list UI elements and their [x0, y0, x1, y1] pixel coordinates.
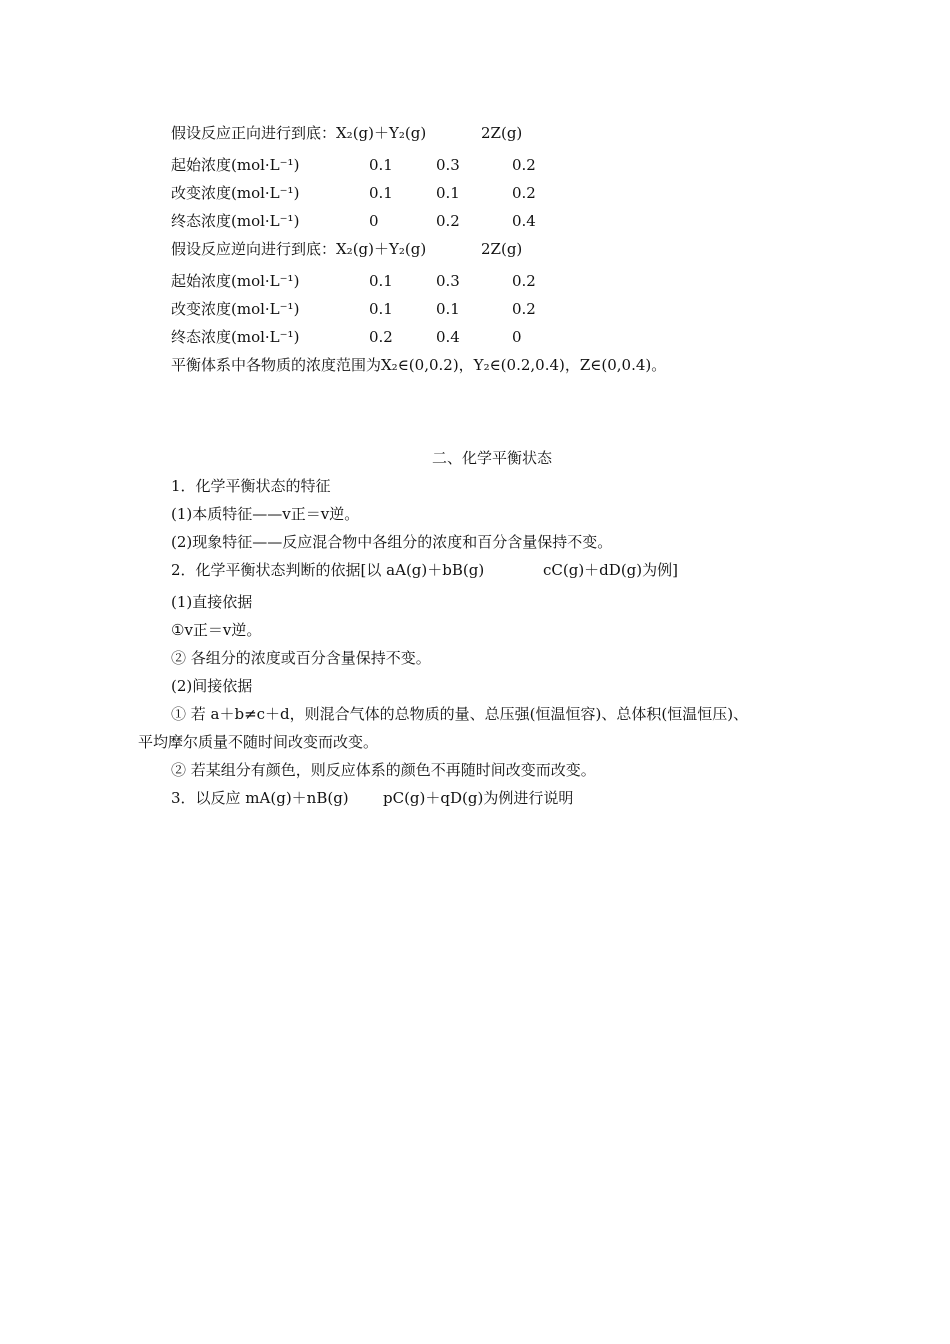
- item-3-title: 3．以反应 mA(g)＋nB(g): [171, 789, 349, 807]
- row-value-z: 0.2: [512, 272, 536, 290]
- row-value-z: 0.2: [512, 156, 536, 174]
- section-heading: 二、化学平衡状态: [431, 449, 552, 467]
- item-2-title: 2．化学平衡状态判断的依据[以 aA(g)＋bB(g): [171, 561, 485, 579]
- row-value-y2: 0.2: [436, 212, 460, 230]
- concentration-range-text: 平衡体系中各物质的浓度范围为X₂∈(0,0.2)，Y₂∈(0.2,0.4)，Z∈(0,0.4)。: [171, 356, 667, 374]
- row-label: 起始浓度(mol·L⁻¹): [171, 156, 300, 174]
- row-value-x2: 0.2: [369, 328, 393, 346]
- item-2-direct-b: ② 各组分的浓度或百分含量保持不变。: [171, 649, 431, 667]
- item-2-indirect-a-line1: ① 若 a＋b≠c＋d，则混合气体的总物质的量、总压强(恒温恒容)、总体积(恒温恒压)、: [171, 705, 749, 723]
- row-value-y2: 0.3: [436, 156, 460, 174]
- item-2-indirect-b: ② 若某组分有颜色，则反应体系的颜色不再随时间改变而改变。: [171, 761, 596, 779]
- item-1-phenomenon: (2)现象特征——反应混合物中各组分的浓度和百分含量保持不变。: [171, 533, 613, 551]
- item-1-title: 1．化学平衡状态的特征: [171, 477, 331, 495]
- row-value-x2: 0.1: [369, 300, 393, 318]
- row-value-x2: 0: [369, 212, 379, 230]
- row-value-z: 0.2: [512, 300, 536, 318]
- row-value-y2: 0.4: [436, 328, 460, 346]
- item-2-direct-basis: (1)直接依据: [171, 593, 253, 611]
- item-2-indirect-a-line2: 平均摩尔质量不随时间改变而改变。: [138, 733, 379, 751]
- item-2-title-products: cC(g)＋dD(g)为例]: [543, 561, 678, 579]
- row-value-x2: 0.1: [369, 272, 393, 290]
- row-value-z: 0.4: [512, 212, 536, 230]
- row-label: 终态浓度(mol·L⁻¹): [171, 212, 300, 230]
- reverse-reaction-title: 假设反应逆向进行到底：X₂(g)＋Y₂(g): [171, 240, 427, 258]
- item-3-title-products: pC(g)＋qD(g)为例进行说明: [383, 789, 574, 807]
- row-value-x2: 0.1: [369, 184, 393, 202]
- row-label: 起始浓度(mol·L⁻¹): [171, 272, 300, 290]
- forward-reaction-product: 2Z(g): [481, 124, 523, 142]
- row-label: 改变浓度(mol·L⁻¹): [171, 184, 300, 202]
- row-label: 终态浓度(mol·L⁻¹): [171, 328, 300, 346]
- item-1-essence: (1)本质特征——v正＝v逆。: [171, 505, 360, 523]
- row-value-y2: 0.1: [436, 300, 460, 318]
- row-value-y2: 0.1: [436, 184, 460, 202]
- forward-reaction-title: 假设反应正向进行到底：X₂(g)＋Y₂(g): [171, 124, 427, 142]
- row-value-y2: 0.3: [436, 272, 460, 290]
- row-value-z: 0: [512, 328, 522, 346]
- item-2-indirect-basis: (2)间接依据: [171, 677, 253, 695]
- row-label: 改变浓度(mol·L⁻¹): [171, 300, 300, 318]
- row-value-z: 0.2: [512, 184, 536, 202]
- row-value-x2: 0.1: [369, 156, 393, 174]
- reverse-reaction-product: 2Z(g): [481, 240, 523, 258]
- item-2-direct-a: ①v正＝v逆。: [171, 621, 262, 639]
